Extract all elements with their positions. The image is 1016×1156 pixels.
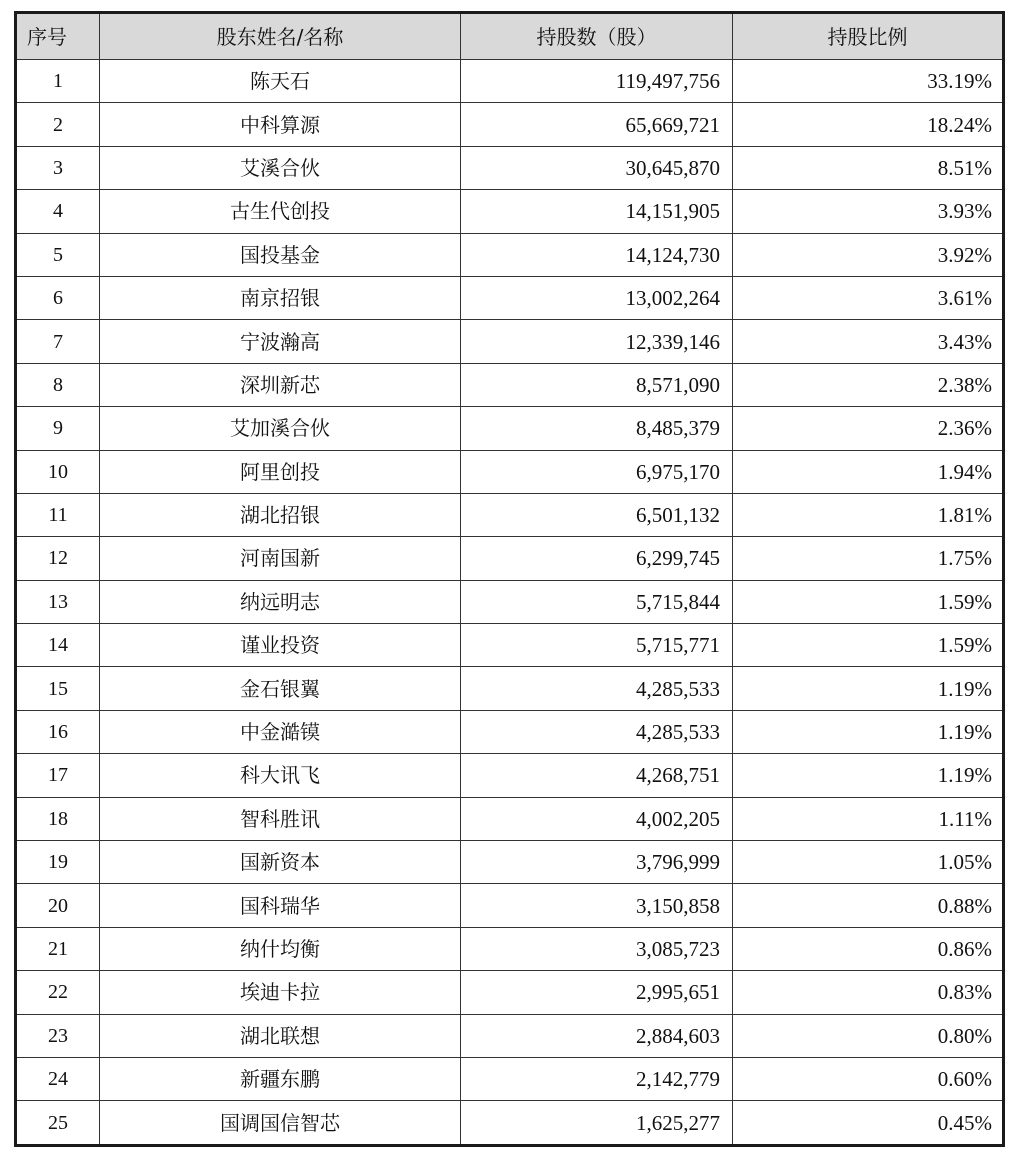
shares-held: 5,715,771 <box>461 624 733 667</box>
table-row <box>16 190 1004 233</box>
row-index: 15 <box>16 667 100 710</box>
table-row <box>16 146 1004 189</box>
shares-held: 30,645,870 <box>461 146 733 189</box>
holding-ratio: 1.19% <box>733 667 1004 710</box>
shares-held: 2,884,603 <box>461 1014 733 1057</box>
table-row <box>16 841 1004 884</box>
row-index: 6 <box>16 276 100 319</box>
shareholder-table-container <box>14 11 1002 1147</box>
shares-held: 12,339,146 <box>461 320 733 363</box>
holding-ratio: 3.43% <box>733 320 1004 363</box>
shares-held: 1,625,277 <box>461 1101 733 1145</box>
row-index: 16 <box>16 710 100 753</box>
shareholder-name: 阿里创投 <box>100 450 461 493</box>
shareholder-name: 湖北招银 <box>100 493 461 536</box>
shares-held: 119,497,756 <box>461 60 733 103</box>
holding-ratio: 3.93% <box>733 190 1004 233</box>
holding-ratio: 0.60% <box>733 1057 1004 1100</box>
holding-ratio: 1.19% <box>733 710 1004 753</box>
shares-held: 14,151,905 <box>461 190 733 233</box>
holding-ratio: 1.11% <box>733 797 1004 840</box>
shares-held: 3,150,858 <box>461 884 733 927</box>
row-index: 9 <box>16 407 100 450</box>
shareholder-name: 古生代创投 <box>100 190 461 233</box>
shareholder-name: 新疆东鹏 <box>100 1057 461 1100</box>
table-row <box>16 754 1004 797</box>
shares-held: 5,715,844 <box>461 580 733 623</box>
shareholder-name: 金石银翼 <box>100 667 461 710</box>
row-index: 20 <box>16 884 100 927</box>
header-holding-ratio: 持股比例 <box>733 13 1004 60</box>
shareholder-name: 国投基金 <box>100 233 461 276</box>
shareholder-name: 湖北联想 <box>100 1014 461 1057</box>
shares-held: 4,002,205 <box>461 797 733 840</box>
table-row <box>16 971 1004 1014</box>
table-row <box>16 1014 1004 1057</box>
shareholder-name: 河南国新 <box>100 537 461 580</box>
row-index: 22 <box>16 971 100 1014</box>
table-row <box>16 493 1004 536</box>
row-index: 8 <box>16 363 100 406</box>
table-body <box>16 60 1004 1146</box>
shareholder-name: 谨业投资 <box>100 624 461 667</box>
table-row <box>16 60 1004 103</box>
row-index: 4 <box>16 190 100 233</box>
row-index: 7 <box>16 320 100 363</box>
row-index: 5 <box>16 233 100 276</box>
shares-held: 4,268,751 <box>461 754 733 797</box>
row-index: 21 <box>16 927 100 970</box>
row-index: 2 <box>16 103 100 146</box>
shareholder-name: 埃迪卡拉 <box>100 971 461 1014</box>
table-row <box>16 276 1004 319</box>
shareholder-name: 南京招银 <box>100 276 461 319</box>
holding-ratio: 0.45% <box>733 1101 1004 1145</box>
shareholder-name: 国调国信智芯 <box>100 1101 461 1145</box>
row-index: 12 <box>16 537 100 580</box>
holding-ratio: 3.92% <box>733 233 1004 276</box>
shares-held: 8,485,379 <box>461 407 733 450</box>
shares-held: 65,669,721 <box>461 103 733 146</box>
table-row <box>16 927 1004 970</box>
shares-held: 4,285,533 <box>461 710 733 753</box>
shares-held: 6,975,170 <box>461 450 733 493</box>
shareholder-name: 陈天石 <box>100 60 461 103</box>
table-row <box>16 667 1004 710</box>
shareholder-name: 纳远明志 <box>100 580 461 623</box>
holding-ratio: 1.05% <box>733 841 1004 884</box>
table-row <box>16 710 1004 753</box>
table-row <box>16 537 1004 580</box>
row-index: 18 <box>16 797 100 840</box>
shares-held: 6,501,132 <box>461 493 733 536</box>
shareholder-name: 艾溪合伙 <box>100 146 461 189</box>
row-index: 19 <box>16 841 100 884</box>
table-row <box>16 580 1004 623</box>
shareholder-name: 深圳新芯 <box>100 363 461 406</box>
shares-held: 8,571,090 <box>461 363 733 406</box>
row-index: 17 <box>16 754 100 797</box>
table-row <box>16 363 1004 406</box>
row-index: 13 <box>16 580 100 623</box>
header-shares-held: 持股数（股） <box>461 13 733 60</box>
shareholder-name: 宁波瀚高 <box>100 320 461 363</box>
table-row <box>16 797 1004 840</box>
shareholder-name: 国新资本 <box>100 841 461 884</box>
holding-ratio: 1.75% <box>733 537 1004 580</box>
shares-held: 3,796,999 <box>461 841 733 884</box>
holding-ratio: 8.51% <box>733 146 1004 189</box>
row-index: 25 <box>16 1101 100 1145</box>
table-row <box>16 1101 1004 1145</box>
table-row <box>16 320 1004 363</box>
shares-held: 2,142,779 <box>461 1057 733 1100</box>
holding-ratio: 18.24% <box>733 103 1004 146</box>
row-index: 23 <box>16 1014 100 1057</box>
row-index: 3 <box>16 146 100 189</box>
table-header <box>16 13 1004 60</box>
holding-ratio: 33.19% <box>733 60 1004 103</box>
shareholder-name: 纳什均衡 <box>100 927 461 970</box>
shareholder-table <box>14 11 1005 1147</box>
table-row <box>16 1057 1004 1100</box>
holding-ratio: 0.86% <box>733 927 1004 970</box>
shareholder-name: 中金澔镆 <box>100 710 461 753</box>
shareholder-name: 智科胜讯 <box>100 797 461 840</box>
header-index: 序号 <box>16 13 100 60</box>
shares-held: 6,299,745 <box>461 537 733 580</box>
row-index: 24 <box>16 1057 100 1100</box>
shareholder-name: 国科瑞华 <box>100 884 461 927</box>
shares-held: 13,002,264 <box>461 276 733 319</box>
table-row <box>16 233 1004 276</box>
table-row <box>16 624 1004 667</box>
table-row <box>16 407 1004 450</box>
holding-ratio: 2.36% <box>733 407 1004 450</box>
holding-ratio: 3.61% <box>733 276 1004 319</box>
row-index: 11 <box>16 493 100 536</box>
header-shareholder-name: 股东姓名/名称 <box>100 13 461 60</box>
holding-ratio: 2.38% <box>733 363 1004 406</box>
shareholder-name: 艾加溪合伙 <box>100 407 461 450</box>
holding-ratio: 0.80% <box>733 1014 1004 1057</box>
holding-ratio: 1.81% <box>733 493 1004 536</box>
holding-ratio: 1.94% <box>733 450 1004 493</box>
shareholder-name: 科大讯飞 <box>100 754 461 797</box>
table-row <box>16 884 1004 927</box>
holding-ratio: 1.59% <box>733 580 1004 623</box>
holding-ratio: 0.88% <box>733 884 1004 927</box>
row-index: 10 <box>16 450 100 493</box>
row-index: 1 <box>16 60 100 103</box>
shares-held: 3,085,723 <box>461 927 733 970</box>
shares-held: 14,124,730 <box>461 233 733 276</box>
table-row <box>16 103 1004 146</box>
table-row <box>16 450 1004 493</box>
row-index: 14 <box>16 624 100 667</box>
holding-ratio: 1.59% <box>733 624 1004 667</box>
holding-ratio: 1.19% <box>733 754 1004 797</box>
shareholder-name: 中科算源 <box>100 103 461 146</box>
shares-held: 2,995,651 <box>461 971 733 1014</box>
header-row <box>16 13 1004 60</box>
holding-ratio: 0.83% <box>733 971 1004 1014</box>
shares-held: 4,285,533 <box>461 667 733 710</box>
